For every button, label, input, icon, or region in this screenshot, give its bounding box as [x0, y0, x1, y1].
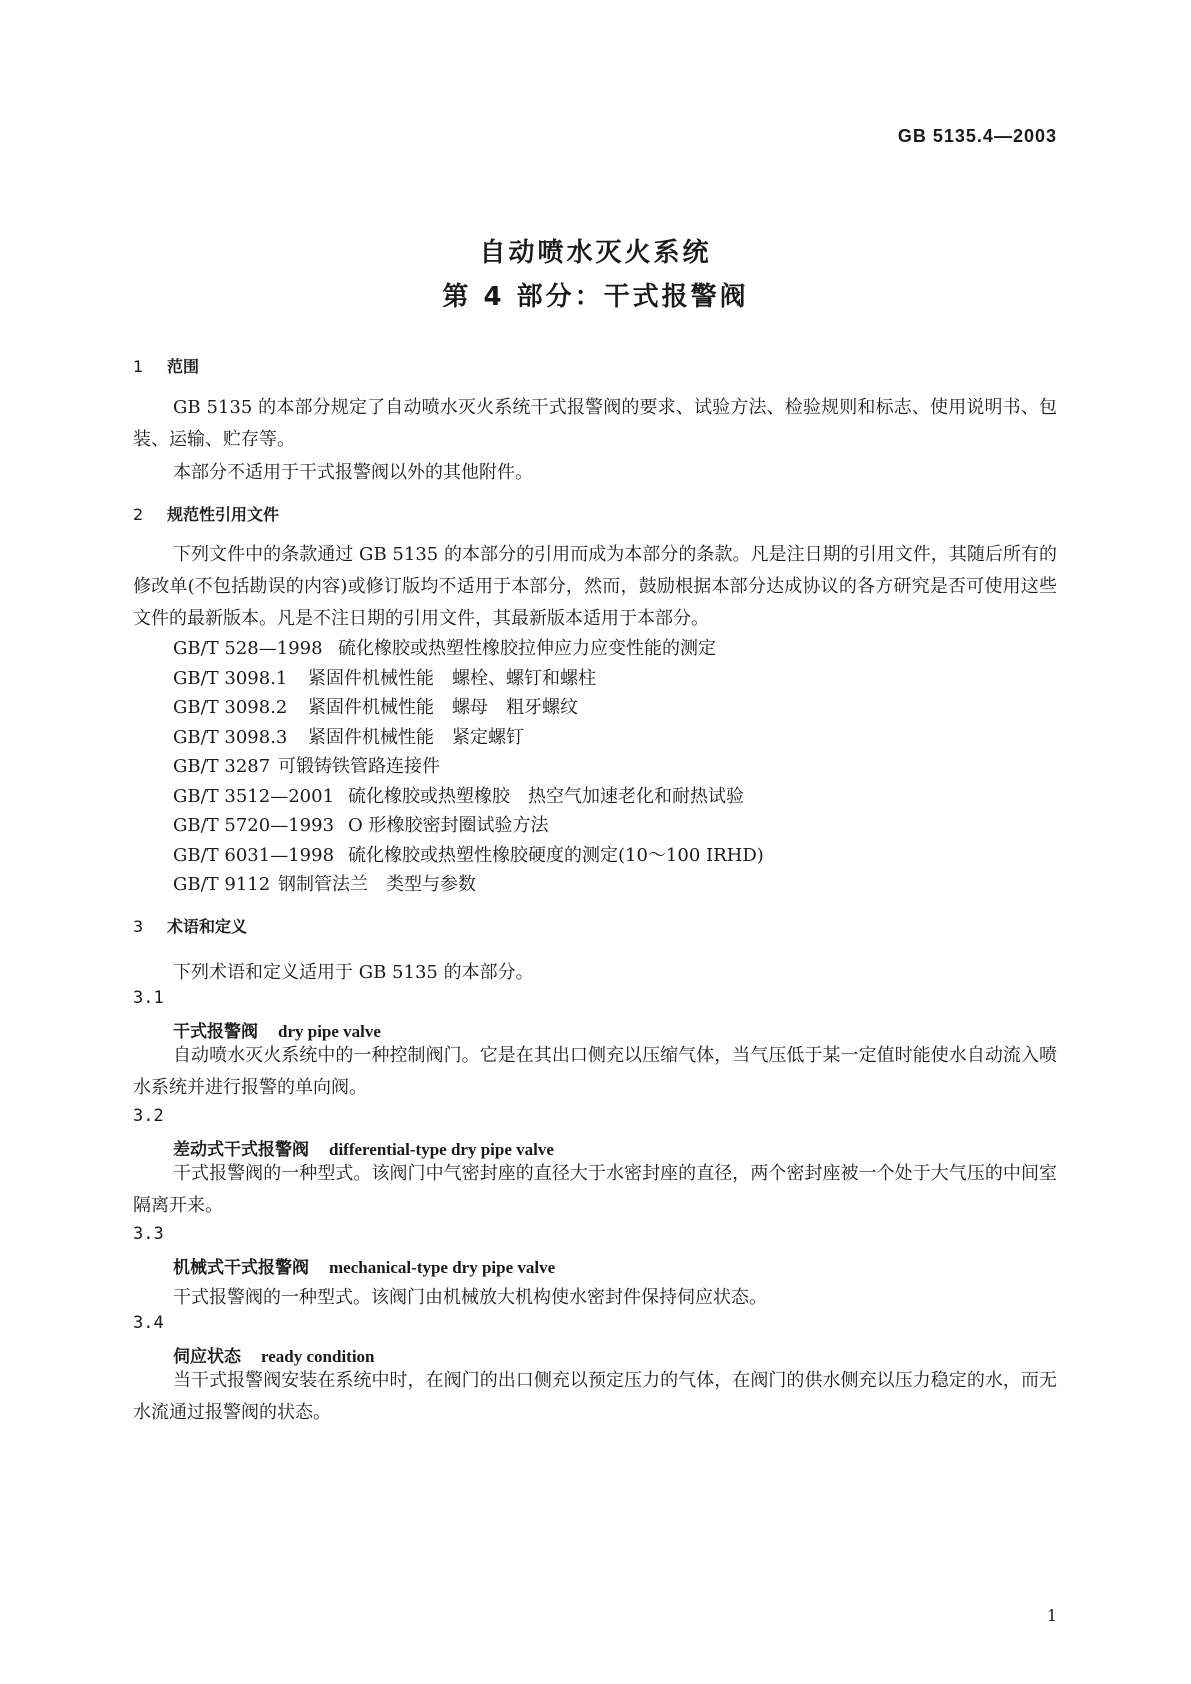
standard-code: GB 5135.4—2003 [897, 126, 1057, 146]
reference-code: GB/T 9112 [173, 874, 271, 895]
reference-item [173, 723, 524, 749]
reference-title: 紧固件机械性能 紧定螺钉 [308, 727, 524, 748]
section-1-paragraph: GB 5135 的本部分规定了自动喷水灭火系统干式报警阀的要求、试验方法、检验规则和标志、使用说明书、包装、运输、贮存等。 [133, 397, 1057, 450]
clause-number: 3.4 [133, 1313, 164, 1333]
term-heading [173, 1017, 381, 1042]
term-zh: 伺应状态 [173, 1347, 241, 1367]
term-heading [173, 1253, 555, 1278]
reference-item [173, 782, 744, 808]
reference-item [173, 811, 548, 837]
section-title: 范围 [167, 357, 200, 376]
document-title-line1: 自动喷水灭火系统 [479, 238, 712, 268]
section-number: 2 [133, 505, 144, 524]
reference-code: GB/T 3287 [173, 756, 271, 777]
section-3-heading [133, 914, 247, 937]
section-3-intro: 下列术语和定义适用于 GB 5135 的本部分。 [173, 962, 534, 983]
reference-item [173, 870, 476, 896]
reference-title: 可锻铸铁管路连接件 [278, 756, 440, 777]
section-1-heading [133, 354, 199, 377]
term-heading [173, 1135, 554, 1160]
clause-number: 3.2 [133, 1106, 164, 1126]
reference-title: 硫化橡胶或热塑性橡胶硬度的测定(10～100 IRHD) [348, 845, 764, 866]
reference-title: 紧固件机械性能 螺母 粗牙螺纹 [308, 697, 578, 718]
section-number: 3 [133, 917, 144, 936]
term-en: ready condition [261, 1347, 375, 1366]
reference-code: GB/T 3098.2 [173, 697, 288, 718]
clause-number: 3.1 [133, 988, 164, 1008]
reference-code: GB/T 6031—1998 [173, 845, 335, 866]
section-2-heading [133, 502, 279, 525]
reference-title: 硫化橡胶或热塑橡胶 热空气加速老化和耐热试验 [348, 786, 744, 807]
reference-title: 紧固件机械性能 螺栓、螺钉和螺柱 [308, 668, 596, 689]
term-en: differential-type dry pipe valve [329, 1140, 554, 1159]
term-definition: 当干式报警阀安装在系统中时，在阀门的出口侧充以预定压力的气体，在阀门的供水侧充以压力稳定的水，而无水流通过报警阀的状态。 [133, 1370, 1057, 1423]
clause-number: 3.3 [133, 1224, 164, 1244]
term-definition: 自动喷水灭火系统中的一种控制阀门。它是在其出口侧充以压缩气体，当气压低于某一定值时能使水自动流入喷水系统并进行报警的单向阀。 [133, 1045, 1057, 1098]
reference-item [173, 693, 578, 719]
section-title: 术语和定义 [167, 917, 248, 936]
section-number: 1 [133, 357, 144, 376]
term-en: dry pipe valve [278, 1022, 381, 1041]
section-title: 规范性引用文件 [167, 505, 280, 524]
page-number: 1 [1046, 1606, 1057, 1625]
reference-code: GB/T 3512—2001 [173, 786, 335, 807]
reference-title: O 形橡胶密封圈试验方法 [348, 815, 549, 836]
reference-item [173, 634, 716, 660]
document-title-line2: 第 4 部分：干式报警阀 [442, 282, 749, 312]
term-zh: 干式报警阀 [173, 1022, 258, 1042]
section-1-paragraph: 本部分不适用于干式报警阀以外的其他附件。 [173, 462, 533, 483]
term-zh: 差动式干式报警阀 [173, 1140, 309, 1160]
reference-title: 硫化橡胶或热塑性橡胶拉伸应力应变性能的测定 [338, 638, 716, 659]
reference-item [173, 752, 440, 778]
section-2-intro: 下列文件中的条款通过 GB 5135 的本部分的引用而成为本部分的条款。凡是注日期的引用文件，其随后所有的修改单(不包括勘误的内容)或修订版均不适用于本部分，然而，鼓励根据本部分达成协议的各方研究是否可使用这些文件的最新版本。凡是不注日期的引用文件，其最新版本适用于本部分。 [133, 544, 1057, 629]
reference-code: GB/T 3098.3 [173, 727, 288, 748]
reference-item [173, 841, 764, 867]
reference-title: 钢制管法兰 类型与参数 [278, 874, 476, 895]
term-definition: 干式报警阀的一种型式。该阀门中气密封座的直径大于水密封座的直径，两个密封座被一个处于大气压的中间室隔离开来。 [133, 1163, 1057, 1216]
term-heading [173, 1342, 375, 1367]
reference-item [173, 664, 596, 690]
reference-code: GB/T 5720—1993 [173, 815, 335, 836]
reference-code: GB/T 528—1998 [173, 638, 323, 659]
term-definition: 干式报警阀的一种型式。该阀门由机械放大机构使水密封件保持伺应状态。 [173, 1287, 767, 1308]
term-zh: 机械式干式报警阀 [173, 1258, 309, 1278]
reference-code: GB/T 3098.1 [173, 668, 288, 689]
term-en: mechanical-type dry pipe valve [329, 1258, 556, 1277]
